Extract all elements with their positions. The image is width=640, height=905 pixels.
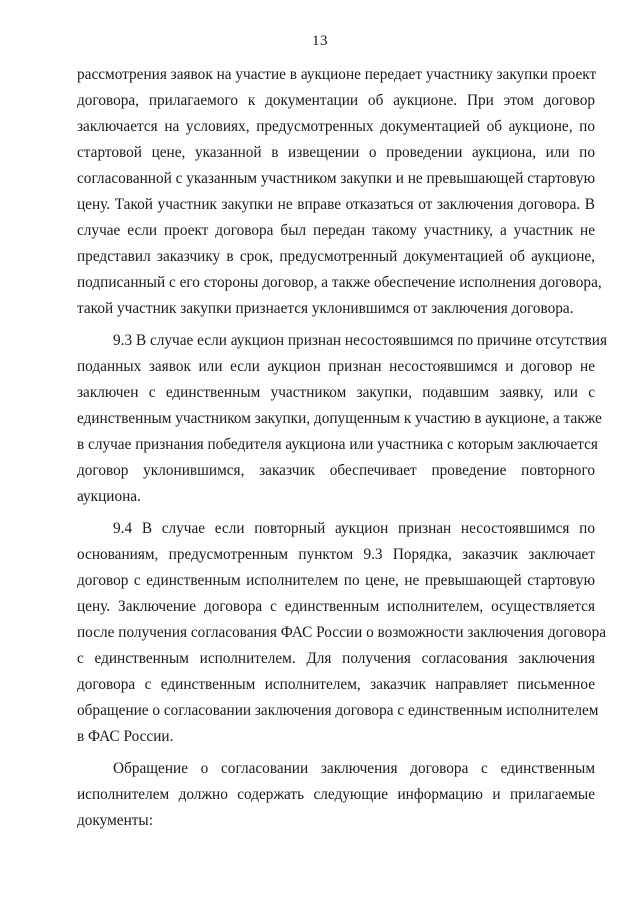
text-line: Обращение о согласовании заключения договора с единственным — [113, 760, 595, 777]
text-line: 9.3 В случае если аукцион признан несостоявшимся по причине отсутствия — [113, 332, 607, 349]
text-line: согласованной с указанным участником закупки и не превышающей стартовую — [77, 170, 596, 187]
text-line: случае если проект договора был передан такому участнику, а участник не — [77, 222, 595, 239]
text-line: договора, прилагаемого к документации об аукционе. При этом договор — [77, 92, 595, 109]
paragraph-9-4-single-contractor — [77, 516, 607, 750]
page-number: 13 — [312, 33, 328, 49]
text-line: обращение о согласовании заключения договора с единственным исполнителем — [77, 702, 599, 719]
text-line: в случае признания победителя аукциона или участника с которым заключается — [77, 436, 598, 453]
text-line: аукциона. — [77, 488, 141, 505]
document-body — [77, 62, 607, 834]
text-line: заключается на условиях, предусмотренных документацией об аукционе, по — [77, 118, 595, 135]
text-line: представил заказчику в срок, предусмотренный документацией об аукционе, — [77, 248, 595, 265]
text-line: с единственным исполнителем. Для получения согласования заключения — [77, 650, 595, 667]
text-line: договора с единственным исполнителем, заказчик направляет письменное — [77, 676, 595, 693]
text-line: такой участник закупки признается уклонившимся от заключения договора. — [77, 300, 574, 317]
text-line: поданных заявок или если аукцион признан несостоявшимся и договор не — [77, 358, 595, 375]
paragraph-9-3-repeat-auction — [77, 328, 607, 510]
text-line: подписанный с его стороны договор, а также обеспечение исполнения договора, — [77, 274, 602, 291]
text-line: в ФАС России. — [77, 728, 174, 745]
paragraph-auction-contract-terms — [77, 62, 602, 322]
text-line: рассмотрения заявок на участие в аукционе передает участнику закупки проект — [77, 66, 597, 83]
text-line: единственным участником закупки, допущенным к участию в аукционе, а также — [77, 410, 602, 427]
text-line: цену. Такой участник закупки не вправе отказаться от заключения договора. В — [77, 196, 595, 213]
text-line: после получения согласования ФАС России о возможности заключения договора — [77, 624, 607, 641]
text-line: цену. Заключение договора с единственным исполнителем, осуществляется — [77, 598, 595, 615]
text-line: исполнителем должно содержать следующие информацию и прилагаемые — [77, 786, 595, 803]
text-line: договор уклонившимся, заказчик обеспечивает проведение повторного — [77, 462, 595, 479]
text-line: 9.4 В случае если повторный аукцион признан несостоявшимся по — [113, 520, 595, 537]
text-line: основаниям, предусмотренным пунктом 9.3 Порядка, заказчик заключает — [77, 546, 595, 563]
text-line: договор с единственным исполнителем по цене, не превышающей стартовую — [77, 572, 595, 589]
paragraph-request-contents — [77, 756, 595, 834]
text-line: стартовой цене, указанной в извещении о проведении аукциона, или по — [77, 144, 595, 161]
text-line: заключен с единственным участником закупки, подавшим заявку, или с — [77, 384, 595, 401]
text-line: документы: — [77, 812, 153, 829]
